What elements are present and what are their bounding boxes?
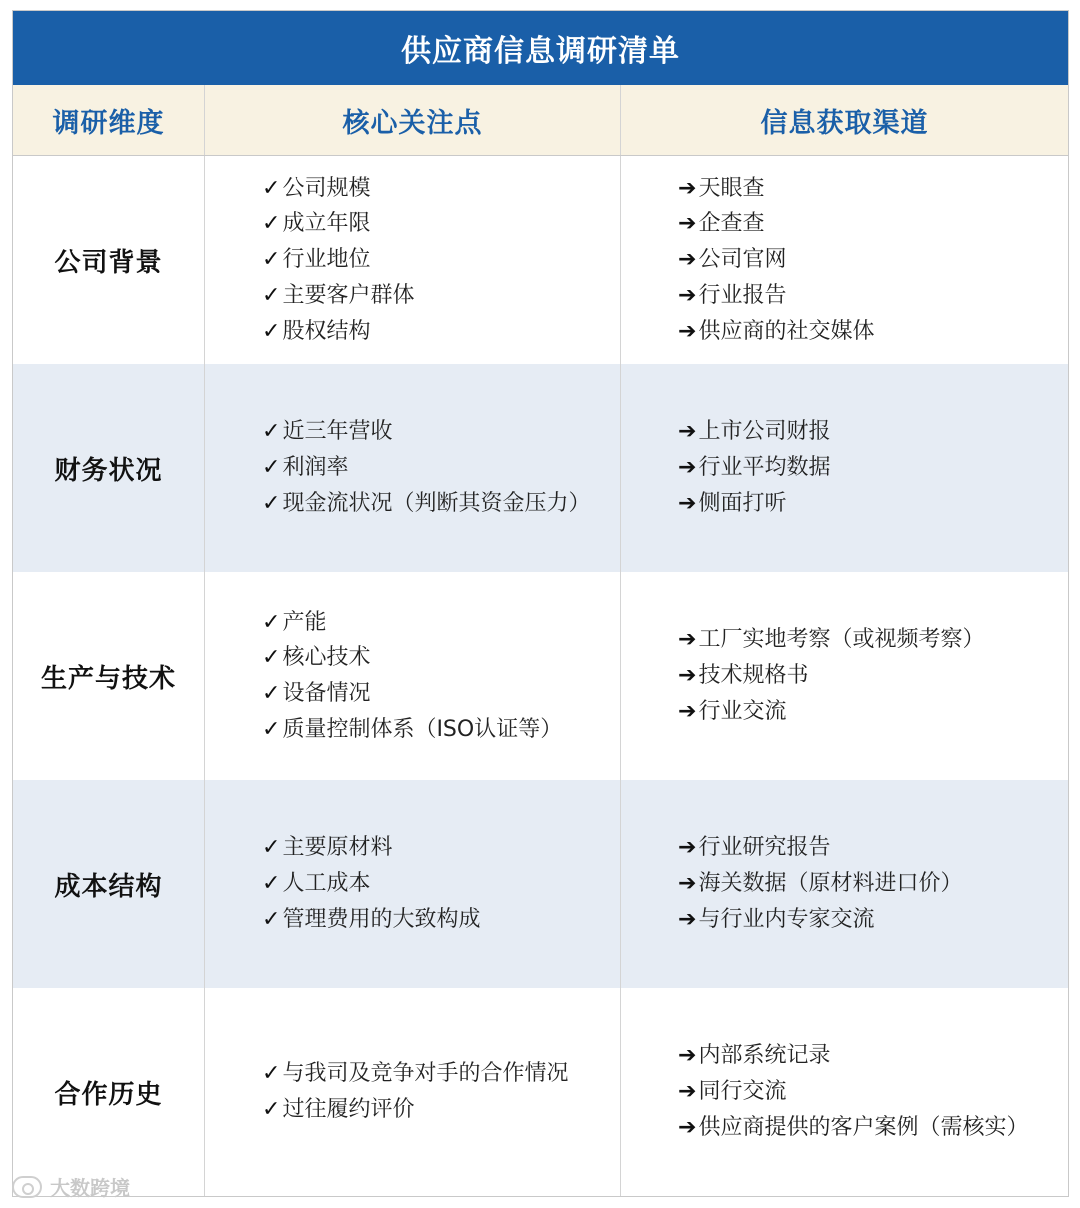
arrow-right-icon: ➔ (678, 247, 697, 273)
channel-item-text: 内部系统记录 (698, 1043, 831, 1069)
channel-list (620, 364, 1068, 572)
row-dimension: 财务状况 (54, 455, 163, 486)
channel-item-text: 工厂实地考察（或视频考察） (698, 627, 985, 653)
focus-item-text: 产能 (282, 609, 327, 635)
watermark-text: 大数跨境 (50, 1176, 130, 1200)
channel-list (620, 572, 1068, 780)
table-row (13, 988, 1068, 1196)
channel-item-text: 天眼查 (698, 175, 765, 201)
channel-item (678, 1038, 1068, 1074)
channel-item-text: 供应商提供的客户案例（需核实） (698, 1114, 1029, 1140)
check-icon: ✓ (262, 211, 281, 237)
channel-item (678, 278, 1068, 314)
channel-item-text: 同行交流 (698, 1079, 787, 1105)
channel-item-text: 海关数据（原材料进口价） (698, 871, 963, 897)
check-icon: ✓ (262, 175, 281, 201)
check-icon: ✓ (262, 419, 281, 445)
focus-list (204, 988, 620, 1196)
channel-item (678, 1074, 1068, 1110)
focus-item-text: 行业地位 (282, 247, 371, 273)
watermark-logo-icon (12, 1176, 42, 1198)
channel-item (678, 486, 1068, 522)
arrow-right-icon: ➔ (678, 211, 697, 237)
focus-item (262, 171, 620, 207)
arrow-right-icon: ➔ (678, 663, 697, 689)
focus-item-text: 主要客户群体 (282, 282, 415, 308)
channel-item (678, 450, 1068, 486)
row-dimension: 生产与技术 (40, 663, 176, 694)
table-row (13, 364, 1068, 572)
focus-item-text: 管理费用的大致构成 (282, 906, 481, 932)
channel-list (620, 988, 1068, 1196)
row-dimension: 合作历史 (54, 1079, 163, 1110)
focus-item (262, 450, 620, 486)
channel-item-text: 供应商的社交媒体 (698, 318, 875, 344)
check-icon: ✓ (262, 282, 281, 308)
channel-item (678, 658, 1068, 694)
focus-list (204, 364, 620, 572)
watermark (12, 1172, 130, 1201)
focus-item (262, 605, 620, 641)
arrow-right-icon: ➔ (678, 906, 697, 932)
focus-item-text: 现金流状况（判断其资金压力） (282, 490, 591, 516)
focus-item-text: 近三年营收 (282, 419, 393, 445)
check-icon: ✓ (262, 247, 281, 273)
channel-list (620, 780, 1068, 988)
row-dimension: 公司背景 (54, 247, 163, 278)
focus-item (262, 902, 620, 938)
channel-item (678, 206, 1068, 242)
focus-item-text: 设备情况 (282, 681, 371, 706)
arrow-right-icon: ➔ (678, 627, 697, 653)
channel-item (678, 622, 1068, 658)
arrow-right-icon: ➔ (678, 282, 697, 308)
channel-item (678, 171, 1068, 207)
focus-item (262, 242, 620, 278)
check-icon: ✓ (262, 906, 281, 932)
channel-item-text: 与行业内专家交流 (698, 906, 875, 932)
channel-item (678, 414, 1068, 450)
channel-item-text: 企查查 (698, 211, 765, 237)
channel-item-text: 行业交流 (698, 698, 787, 724)
channel-item-text: 行业报告 (698, 282, 787, 308)
focus-item-text: 股权结构 (282, 318, 371, 344)
focus-item (262, 866, 620, 902)
check-icon: ✓ (262, 835, 281, 861)
focus-item (262, 712, 620, 748)
focus-item-text: 过往履约评价 (282, 1097, 415, 1122)
row-dimension: 成本结构 (54, 871, 163, 902)
focus-item (262, 830, 620, 866)
channel-item (678, 830, 1068, 866)
arrow-right-icon: ➔ (678, 175, 697, 201)
focus-item-text: 核心技术 (282, 645, 371, 671)
focus-item (262, 676, 620, 712)
focus-item-text: 公司规模 (282, 175, 371, 201)
check-icon: ✓ (262, 871, 281, 897)
channel-item (678, 314, 1068, 350)
focus-item-text: 成立年限 (282, 211, 371, 237)
check-icon: ✓ (262, 490, 281, 516)
check-icon: ✓ (262, 455, 281, 481)
header-row (13, 85, 1068, 156)
channel-item-text: 技术规格书 (698, 663, 809, 689)
arrow-right-icon: ➔ (678, 419, 697, 445)
channel-list (620, 156, 1068, 364)
focus-item (262, 640, 620, 676)
focus-item-text: 与我司及竞争对手的合作情况 (282, 1061, 569, 1087)
channel-item (678, 902, 1068, 938)
focus-item-text: 主要原材料 (282, 835, 393, 861)
focus-list (204, 572, 620, 780)
check-icon: ✓ (262, 645, 281, 671)
arrow-right-icon: ➔ (678, 455, 697, 481)
channel-item-text: 行业研究报告 (698, 835, 831, 861)
focus-item (262, 314, 620, 350)
header-channels: 信息获取渠道 (620, 85, 1068, 155)
channel-item (678, 1110, 1068, 1146)
arrow-right-icon: ➔ (678, 490, 697, 516)
table-row (13, 780, 1068, 988)
header-focus: 核心关注点 (204, 85, 620, 155)
focus-item-text: 质量控制体系（ISO认证等） (282, 716, 563, 742)
arrow-right-icon: ➔ (678, 835, 697, 861)
focus-item (262, 206, 620, 242)
header-dimension: 调研维度 (52, 107, 165, 139)
table-row (13, 156, 1068, 364)
check-icon: ✓ (262, 318, 281, 344)
arrow-right-icon: ➔ (678, 1114, 697, 1140)
focus-list (204, 156, 620, 364)
check-icon: ✓ (262, 716, 281, 742)
focus-item-text: 人工成本 (282, 871, 371, 897)
arrow-right-icon: ➔ (678, 1079, 697, 1105)
channel-item-text: 侧面打听 (698, 490, 787, 516)
focus-list (204, 780, 620, 988)
focus-item (262, 486, 620, 522)
check-icon: ✓ (262, 1061, 281, 1087)
table-row (13, 572, 1068, 780)
arrow-right-icon: ➔ (678, 1043, 697, 1069)
channel-item (678, 866, 1068, 902)
focus-item (262, 278, 620, 314)
channel-item-text: 行业平均数据 (698, 455, 831, 481)
table-body (13, 156, 1068, 1196)
focus-item-text: 利润率 (282, 455, 349, 481)
check-icon: ✓ (262, 681, 281, 706)
channel-item (678, 694, 1068, 730)
table-title: 供应商信息调研清单 (13, 11, 1068, 85)
survey-table (12, 10, 1069, 1197)
channel-item (678, 242, 1068, 278)
check-icon: ✓ (262, 609, 281, 635)
focus-item (262, 1092, 620, 1128)
check-icon: ✓ (262, 1097, 281, 1122)
focus-item (262, 414, 620, 450)
arrow-right-icon: ➔ (678, 698, 697, 724)
arrow-right-icon: ➔ (678, 318, 697, 344)
channel-item-text: 公司官网 (698, 247, 787, 273)
arrow-right-icon: ➔ (678, 871, 697, 897)
focus-item (262, 1056, 620, 1092)
channel-item-text: 上市公司财报 (698, 419, 831, 445)
